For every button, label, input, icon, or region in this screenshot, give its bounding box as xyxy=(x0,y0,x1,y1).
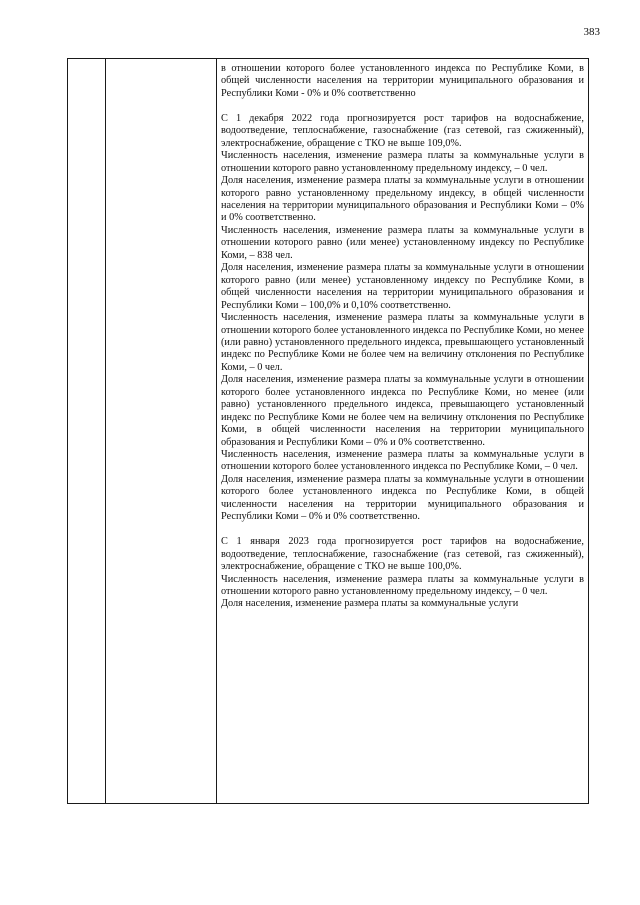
paragraph: Численность населения, изменение размера платы за коммунальные услуги в отношении которого равно установленному предельному индексу, – 0 чел. xyxy=(221,150,584,174)
paragraph-gap xyxy=(221,100,584,112)
paragraph: Численность населения, изменение размера платы за коммунальные услуги в отношении которого более установленного индекса по Республике Коми, но менее (или равно) установленного предельного индекса, превышающего установленный индекс по Республике Коми не более чем на величину отклонения по Республике Коми, – 0 чел. xyxy=(221,312,584,373)
table-row xyxy=(68,59,589,804)
paragraph: Численность населения, изменение размера платы за коммунальные услуги в отношении которого более установленного индекса по Республике Коми, – 0 чел. xyxy=(221,449,584,473)
table-cell-empty-second xyxy=(106,59,217,804)
table-cell-text xyxy=(217,59,589,804)
paragraph: Доля населения, изменение размера платы за коммунальные услуги в отношении которого равно установленному предельному индексу, в общей численности населения на территории муниципального образования и Республики Коми – 0% и 0% соответственно. xyxy=(221,175,584,224)
cell-text-block xyxy=(217,59,588,611)
paragraph: Доля населения, изменение размера платы за коммунальные услуги xyxy=(221,598,519,610)
paragraph: Численность населения, изменение размера платы за коммунальные услуги в отношении которого равно установленному предельному индексу, – 0 чел. xyxy=(221,573,584,597)
paragraph: Доля населения, изменение размера платы за коммунальные услуги в отношении которого более установленного индекса по Республике Коми, но менее (или равно) установленного предельного индекса, превышающего установленный индекс по Республике Коми не более чем на величину отклонения по Республике Коми, в общей численности населения на территории муниципального образования и Республики Коми – 0% и 0% соответственно. xyxy=(221,374,584,448)
document-table xyxy=(67,58,589,804)
paragraph: в отношении которого более установленного индекса по Республике Коми, в общей численности населения на территории муниципального образования и Республики Коми - 0% и 0% соответственно xyxy=(221,63,584,99)
table-cell-empty-first xyxy=(68,59,106,804)
paragraph: С 1 января 2023 года прогнозируется рост тарифов на водоснабжение, водоотведение, теплоснабжение, газоснабжение (газ сетевой, газ сжиженный), электроснабжение, обращение с ТКО не выше 100,0%. xyxy=(221,536,584,573)
paragraph-gap xyxy=(221,524,584,536)
paragraph: Доля населения, изменение размера платы за коммунальные услуги в отношении которого более установленного индекса по Республике Коми, в общей численности населения на территории муниципального образования и Республики Коми – 0% и 0% соответственно. xyxy=(221,473,584,523)
paragraph: Доля населения, изменение размера платы за коммунальные услуги в отношении которого равно (или менее) установленному индексу по Республике Коми, в общей численности населения на территории муниципального образования и Республики Коми – 100,0% и 0,10% соответственно. xyxy=(221,262,584,311)
page-number: 383 xyxy=(583,26,600,38)
paragraph: С 1 декабря 2022 года прогнозируется рост тарифов на водоснабжение, водоотведение, теплоснабжение, газоснабжение (газ сетевой, газ сжиженный), электроснабжение, обращение с ТКО не выше 109,0%. xyxy=(221,112,584,149)
paragraph: Численность населения, изменение размера платы за коммунальные услуги в отношении которого равно (или менее) установленному индексу по Республике Коми, – 838 чел. xyxy=(221,224,584,261)
